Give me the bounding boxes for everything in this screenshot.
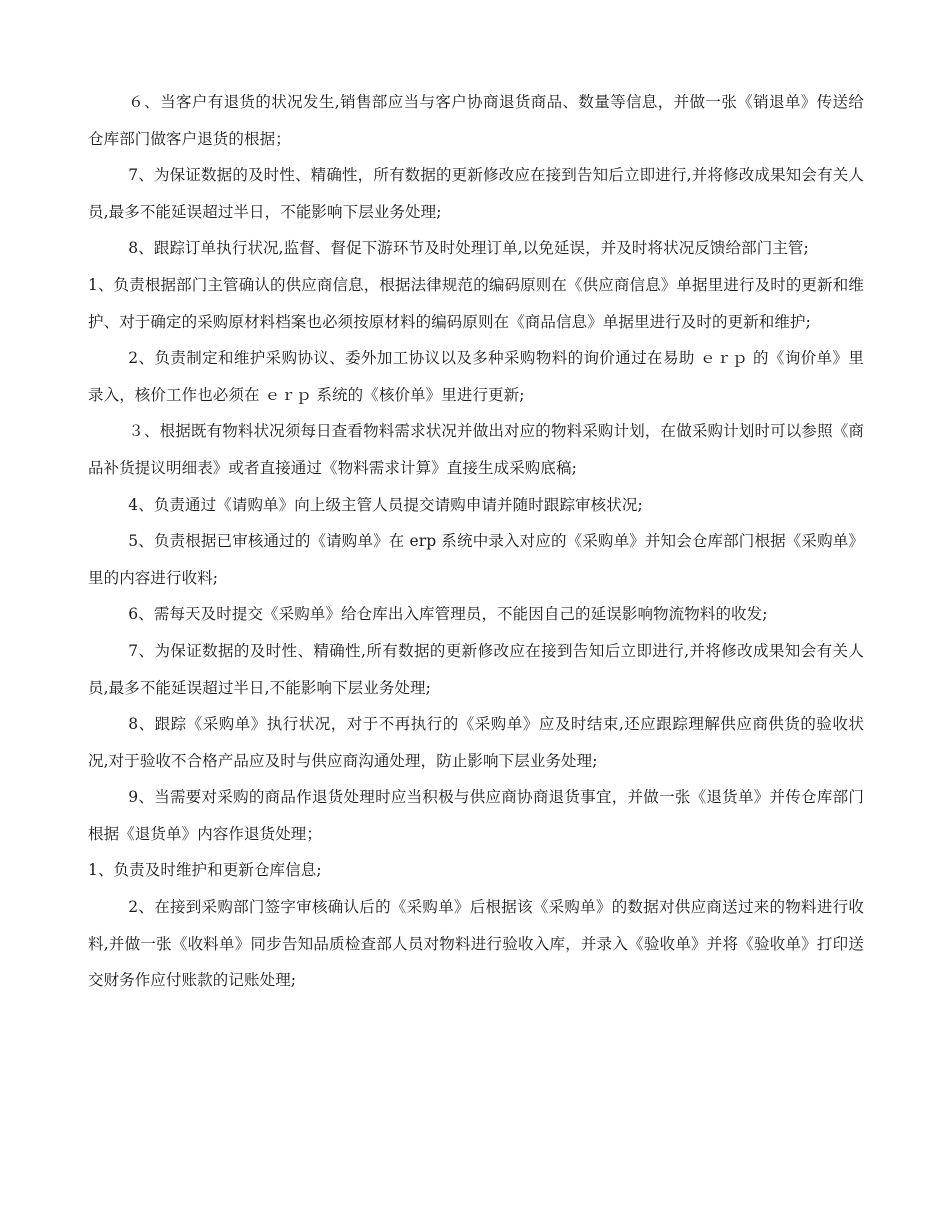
paragraph-order-tracking: 8、跟踪订单执行状况,监督、督促下游环节及时处理订单,以免延误，并及时将状况反馈给部门主管; bbox=[128, 239, 809, 258]
paragraph-requisition: 4、负责通过《请购单》向上级主管人员提交请购申请并随时跟踪审核状况; bbox=[128, 495, 643, 514]
paragraph-warehouse-info: 1、负责及时维护和更新仓库信息; bbox=[88, 861, 322, 880]
paragraph-data-timeliness-sales: 7、为保证数据的及时性、精确性，所有数据的更新修改应在接到告知后立即进行,并将修改成果知会有关人员,最多不能延误超过半日，不能影响下层业务处理; bbox=[88, 166, 864, 221]
paragraph-data-timeliness-purchase: 7、为保证数据的及时性、精确性,所有数据的更新修改应在接到告知后立即进行,并将修改成果知会有关人员,最多不能延误超过半日,不能影响下层业务处理; bbox=[88, 641, 864, 697]
paragraph-purchase-order-tracking: 8、跟踪《采购单》执行状况，对于不再执行的《采购单》应及时结束,还应跟踪理解供应商供货的验收状况,对于验收不合格产品应及时与供应商沟通处理，防止影响下层业务处理; bbox=[88, 715, 864, 770]
paragraph-supplier-info: 1、负责根据部门主管确认的供应商信息，根据法律规范的编码原则在《供应商信息》单据里进行及时的更新和维护、对于确定的采购原材料档案也必须按原材料的编码原则在《商品信息》单据里进行及时的更新和维护; bbox=[88, 275, 864, 331]
paragraph-purchase-agreements: 2、负责制定和维护采购协议、委外加工协议以及多种采购物料的询价通过在易助 ｅｒｐ 的《询价单》里录入，核价工作也必须在 ｅｒｐ 系统的《核价单》里进行更新; bbox=[88, 349, 864, 404]
paragraph-purchase-plan: ３、根据既有物料状况须每日查看物料需求状况并做出对应的物料采购计划，在做采购计划时可以参照《商品补货提议明细表》或者直接通过《物料需求计算》直接生成采购底稿; bbox=[88, 422, 864, 477]
document-body bbox=[88, 84, 864, 999]
paragraph-sales-return: ６、当客户有退货的状况发生,销售部应当与客户协商退货商品、数量等信息，并做一张《销退单》传送给仓库部门做客户退货的根据； bbox=[88, 93, 864, 148]
paragraph-daily-submission: 6、需每天及时提交《采购单》给仓库出入库管理员，不能因自己的延误影响物流物料的收发; bbox=[128, 605, 768, 624]
paragraph-purchase-order-entry: 5、负责根据已审核通过的《请购单》在 erp 系统中录入对应的《采购单》并知会仓库部门根据《采购单》里的内容进行收料; bbox=[88, 532, 864, 587]
paragraph-receiving: 2、在接到采购部门签字审核确认后的《采购单》后根据该《采购单》的数据对供应商送过来的物料进行收料,并做一张《收料单》同步告知品质检查部人员对物料进行验收入库，并录入《验收单》并将《验收单》打印送交财务作应付账款的记账处理; bbox=[88, 898, 864, 990]
paragraph-purchase-return: 9、当需要对采购的商品作退货处理时应当积极与供应商协商退货事宜，并做一张《退货单》并传仓库部门根据《退货单》内容作退货处理； bbox=[88, 788, 864, 843]
